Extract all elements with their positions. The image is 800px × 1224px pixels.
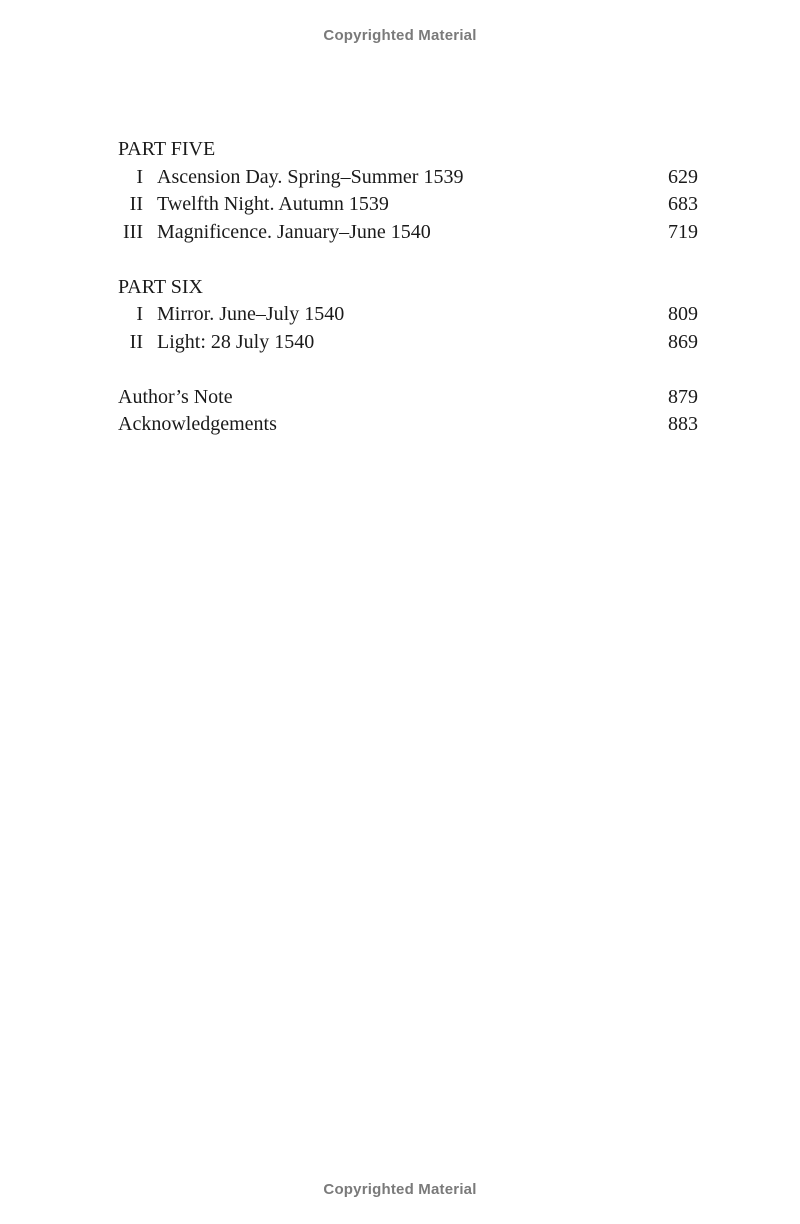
toc-entry [118, 219, 698, 247]
page-number: 719 [668, 220, 698, 243]
chapter-title: Ascension Day. Spring–Summer 1539 [157, 165, 464, 188]
copyright-watermark-bottom: Copyrighted Material [323, 1181, 477, 1198]
toc-entry-authors-note [118, 384, 698, 412]
chapter-title: Mirror. June–July 1540 [157, 303, 345, 325]
chapter-numeral: I [136, 165, 143, 188]
section-spacer [118, 246, 698, 274]
table-of-contents [118, 136, 698, 439]
page-number: 883 [668, 413, 698, 435]
back-matter-title: Author’s Note [118, 385, 233, 408]
part-heading: PART FIVE [118, 138, 216, 160]
toc-entry [118, 301, 698, 329]
chapter-numeral: II [129, 193, 143, 215]
copyright-watermark-top: Copyrighted Material [323, 27, 477, 44]
toc-entry [118, 164, 698, 192]
chapter-title: Twelfth Night. Autumn 1539 [157, 193, 389, 215]
chapter-title: Magnificence. January–June 1540 [157, 220, 431, 243]
toc-entry [118, 191, 698, 219]
page-number: 683 [668, 193, 698, 215]
chapter-numeral: I [136, 303, 143, 325]
chapter-numeral: III [123, 220, 143, 243]
part-heading: PART SIX [118, 275, 203, 298]
page-number: 629 [668, 165, 698, 188]
chapter-numeral: II [129, 330, 143, 353]
chapter-title: Light: 28 July 1540 [157, 330, 315, 353]
page-number: 809 [668, 303, 698, 325]
back-matter-title: Acknowledgements [118, 413, 277, 435]
page-number: 869 [668, 330, 698, 353]
toc-entry-acknowledgements [118, 411, 698, 439]
toc-entry [118, 329, 698, 357]
section-spacer [118, 356, 698, 384]
page-number: 879 [668, 385, 698, 408]
